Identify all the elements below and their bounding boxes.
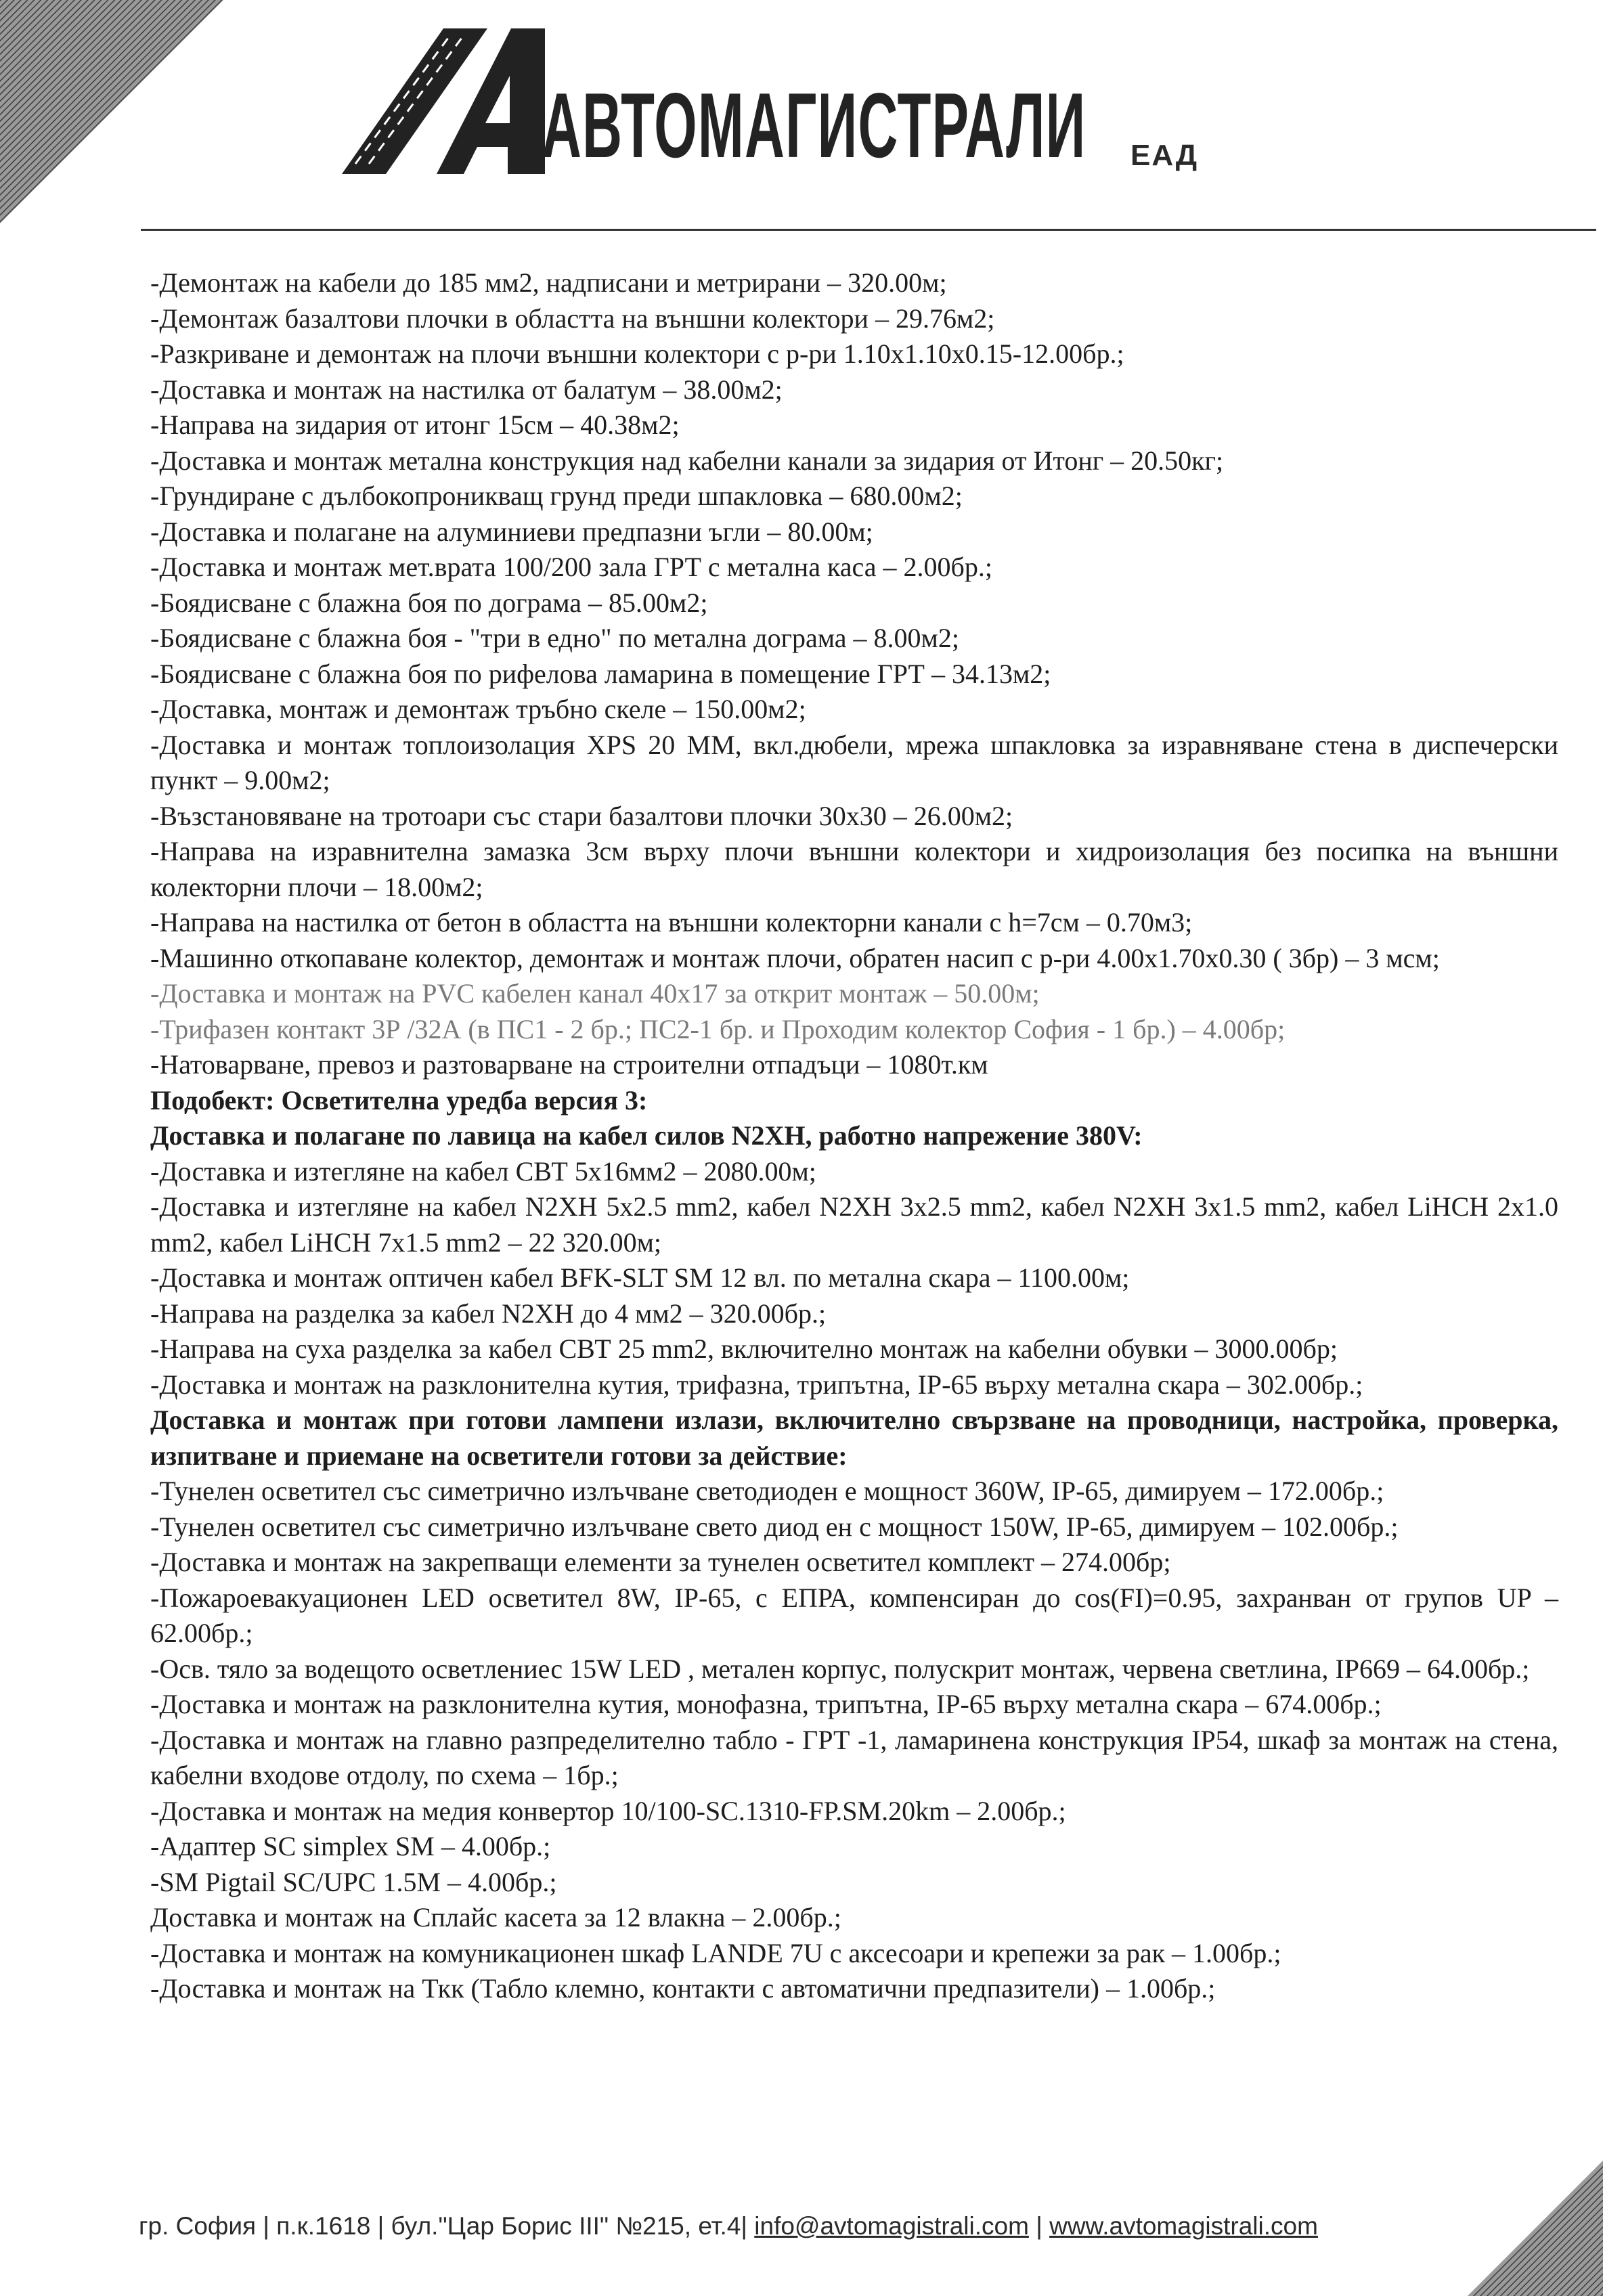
list-item: -Доставка и изтегляне на кабел СВТ 5х16мм2 – 2080.00м;	[150, 1155, 816, 1187]
section-heading: Подобект: Осветителна уредба версия 3:	[150, 1084, 648, 1116]
list-item: -Доставка, монтаж и демонтаж тръбно скеле – 150.00м2;	[150, 694, 806, 724]
list-item: -Доставка и монтаж топлоизолация XPS 20 ММ, вкл.дюбели, мрежа шпакловка за изравняване стена в диспечерски пункт – 9.00м2;	[150, 729, 1558, 795]
corner-texture-bottom-right	[1468, 2161, 1603, 2296]
footer-separator: |	[1028, 2212, 1050, 2240]
list-item: -Доставка и монтаж на PVC кабелен канал 40х17 за открит монтаж – 50.00м;	[150, 978, 1040, 1009]
list-item: -Доставка и монтаж на комуникационен шкаф LANDE 7U с аксесоари и крепежи за рак – 1.00бр.;	[150, 1937, 1281, 1968]
list-item: -Боядисване с блажна боя по дограма – 85.00м2;	[150, 587, 708, 618]
list-item: Доставка и монтаж на Сплайс касета за 12 влакна – 2.00бр.;	[150, 1902, 841, 1933]
list-item: -Доставка и монтаж на разклонителна кутия, монофазна, трипътна, IP-65 върху метална скара – 674.00бр.;	[150, 1689, 1382, 1719]
list-item: -Разкриване и демонтаж на плочи външни колектори с р-ри 1.10х1.10х0.15-12.00бр.;	[150, 338, 1124, 369]
footer-website-link[interactable]: www.avtomagistrali.com	[1049, 2212, 1318, 2240]
list-item: -Доставка и монтаж на медия конвертор 10/100-SC.1310-FP.SM.20km – 2.00бр.;	[150, 1795, 1066, 1826]
section-heading: Доставка и полагане по лавица на кабел силов N2XH, работно напрежение 380V:	[150, 1120, 1143, 1151]
list-item: -Трифазен контакт 3Р /32А (в ПС1 - 2 бр.; ПС2-1 бр. и Проходим колектор София - 1 бр.) – 4.00бр;	[150, 1013, 1286, 1044]
list-item: -Направа на зидария от итонг 15см – 40.38м2;	[150, 410, 680, 440]
document-body	[150, 265, 1558, 2007]
footer-address: гр. София | п.к.1618 | бул."Цар Борис III" №215, ет.4|	[139, 2212, 755, 2240]
list-item: -Доставка и монтаж метална конструкция над кабелни канали за зидария от Итонг – 20.50кг;	[150, 445, 1224, 476]
list-item: -Направа на разделка за кабел N2XH до 4 мм2 – 320.00бр.;	[150, 1298, 827, 1329]
company-name: АВТОМАГИСТРАЛИ	[542, 74, 1086, 177]
list-item: -Направа на суха разделка за кабел СВТ 25 mm2, включително монтаж на кабелни обувки – 3000.00бр;	[150, 1333, 1338, 1364]
list-item: -Доставка и монтаж на настилка от балатум – 38.00м2;	[150, 374, 783, 405]
list-item: -Грундиране с дълбокопроникващ грунд преди шпакловка – 680.00м2;	[150, 481, 963, 511]
section-heading: Доставка и монтаж при готови лампени излази, включително свързване на проводници, настройка, проверка, изпитване и приемане на осветители готови за действие:	[150, 1405, 1558, 1471]
list-item: -Доставка и монтаж на закрепващи елементи за тунелен осветител комплект – 274.00бр;	[150, 1547, 1171, 1577]
list-item: -Боядисване с блажна боя - "три в едно" по метална дограма – 8.00м2;	[150, 623, 959, 653]
list-item: -Направа на изравнителна замазка 3см върху плочи външни колектори и хидроизолация без посипка на външни колекторни плочи – 18.00м2;	[150, 836, 1558, 902]
footer-email-link[interactable]: info@avtomagistrali.com	[754, 2212, 1029, 2240]
corner-texture-top-left	[0, 0, 223, 223]
list-item: -Доставка и монтаж оптичен кабел BFK-SLT SM 12 вл. по метална скара – 1100.00м;	[150, 1262, 1130, 1293]
header-divider	[141, 229, 1596, 231]
list-item: -Тунелен осветител със симетрично излъчване свето диод ен с мощност 150W, IP-65, димируем – 102.00бр.;	[150, 1511, 1399, 1542]
list-item: -Демонтаж базалтови плочки в областта на външни колектори – 29.76м2;	[150, 303, 995, 334]
list-item: -Тунелен осветител със симетрично излъчване светодиоден е мощност 360W, IP-65, димируем – 172.00бр.;	[150, 1476, 1384, 1506]
list-item: -Боядисване с блажна боя по рифелова ламарина в помещение ГРТ – 34.13м2;	[150, 658, 1051, 689]
list-item: -Осв. тяло за водещото осветлениес 15W LED , метален корпус, полускрит монтаж, червена светлина, IP669 – 64.00бр.;	[150, 1653, 1530, 1684]
list-item: -Доставка и полагане на алуминиеви предпазни ъгли – 80.00м;	[150, 516, 873, 547]
footer	[139, 2212, 1459, 2240]
list-item: -Доставка и изтегляне на кабел N2XH 5x2.5 mm2, кабел N2XH 3x2.5 mm2, кабел N2XH 3x1.5 mm2, кабел LiHCH 2x1.0 mm2, кабел LiHCH 7x1.5 mm2 – 22 320.00м;	[150, 1191, 1558, 1258]
list-item: -Демонтаж на кабели до 185 мм2, надписани и метрирани – 320.00м;	[150, 267, 947, 298]
company-logo-icon	[342, 28, 545, 174]
list-item: -Доставка и монтаж на главно разпределително табло - ГРТ -1, ламаринена конструкция IP54, шкаф за монтаж на стена, кабелни входове отдолу, по схема – 1бр.;	[150, 1724, 1558, 1790]
list-item: -Пожароевакуационен LED осветител 8W, IP-65, с ЕПРА, компенсиран до cos(FI)=0.95, захранван от групов UP – 62.00бр.;	[150, 1582, 1558, 1648]
list-item: -Възстановяване на тротоари със стари базалтови плочки 30х30 – 26.00м2;	[150, 800, 1013, 831]
list-item: -Доставка и монтаж на Ткк (Табло клемно, контакти с автоматични предпазители) – 1.00бр.;	[150, 1973, 1216, 2004]
list-item: -Машинно откопаване колектор, демонтаж и монтаж плочи, обратен насип с р-ри 4.00х1.70х0.30 ( 3бр) – 3 мсм;	[150, 942, 1440, 973]
list-item: -Доставка и монтаж мет.врата 100/200 зала ГРТ с метална каса – 2.00бр.;	[150, 552, 992, 582]
list-item: -Адаптер SC simplex SM – 4.00бр.;	[150, 1831, 551, 1861]
list-item: -Натоварване, превоз и разтоварване на строителни отпадъци – 1080т.км	[150, 1049, 988, 1080]
company-legal-form: ЕАД	[1130, 139, 1199, 172]
list-item: -SM Pigtail SC/UPC 1.5M – 4.00бр.;	[150, 1866, 557, 1897]
list-item: -Доставка и монтаж на разклонителна кутия, трифазна, трипътна, IP-65 върху метална скара – 302.00бр.;	[150, 1369, 1363, 1400]
list-item: -Направа на настилка от бетон в областта на външни колекторни канали с h=7см – 0.70м3;	[150, 907, 1193, 937]
